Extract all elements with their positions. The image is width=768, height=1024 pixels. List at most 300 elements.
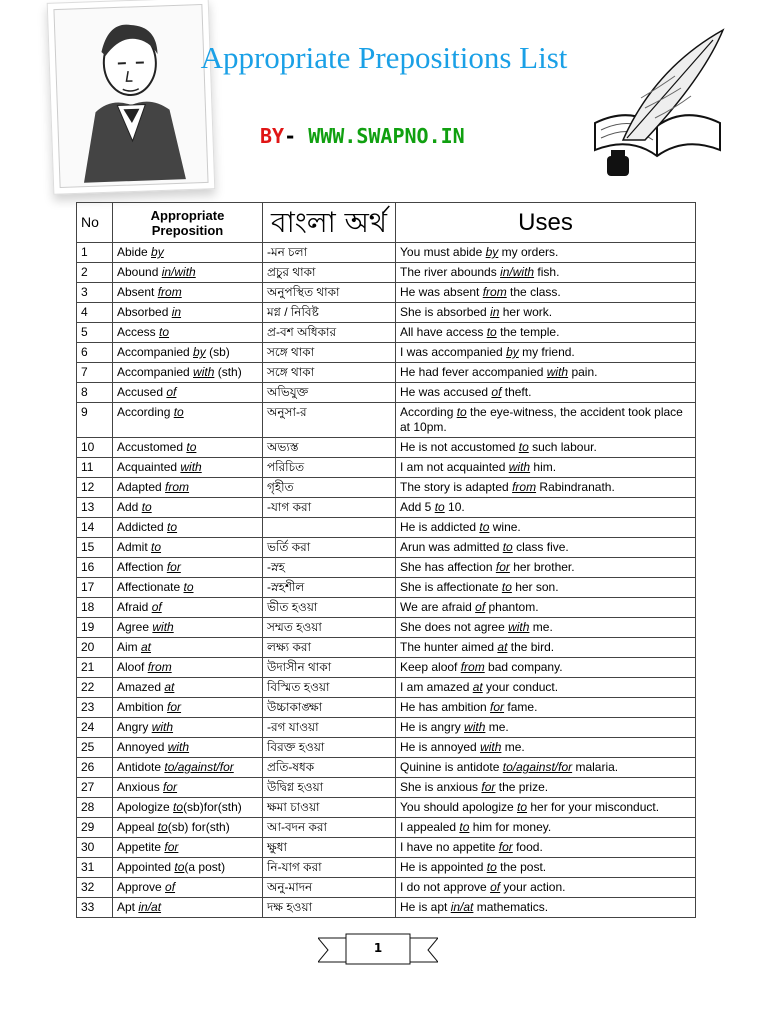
preposition-cell — [113, 363, 263, 383]
row-number: 22 — [77, 678, 113, 698]
preposition: in/at — [138, 900, 162, 914]
preposition-cell — [113, 303, 263, 323]
usage-pre: The river abounds — [400, 265, 501, 279]
table-row — [77, 778, 696, 798]
usage-post: the prize. — [495, 780, 549, 794]
preposition-cell — [113, 898, 263, 918]
usage-post: mathematics. — [473, 900, 549, 914]
usage-preposition: to — [501, 580, 512, 594]
word: Anxious — [117, 780, 164, 794]
row-number: 31 — [77, 858, 113, 878]
preposition: at — [141, 640, 152, 654]
usage-post: malaria. — [572, 760, 619, 774]
table-row — [77, 578, 696, 598]
word-suffix: (a post) — [184, 860, 226, 874]
usage-example — [396, 403, 696, 438]
table-row — [77, 263, 696, 283]
word: Affection — [117, 560, 167, 574]
usage-preposition: at — [472, 680, 483, 694]
word: Appointed — [117, 860, 175, 874]
row-number: 33 — [77, 898, 113, 918]
table-row — [77, 558, 696, 578]
word: Aloof — [117, 660, 148, 674]
bengali-meaning: প্র-বশ অধিকার — [263, 323, 396, 343]
usage-pre: He is appointed — [400, 860, 487, 874]
row-number: 13 — [77, 498, 113, 518]
bengali-meaning: আ-বদন করা — [263, 818, 396, 838]
table-row — [77, 458, 696, 478]
table-row — [77, 343, 696, 363]
row-number: 27 — [77, 778, 113, 798]
usage-example — [396, 263, 696, 283]
preposition: to — [141, 500, 152, 514]
usage-post: me. — [501, 740, 525, 754]
page-title: Appropriate Prepositions List — [200, 40, 568, 75]
usage-pre: You must abide — [400, 245, 486, 259]
usage-post: the bird. — [507, 640, 555, 654]
usage-preposition: to — [518, 440, 529, 454]
word: Approve — [117, 880, 166, 894]
preposition: with — [193, 365, 215, 379]
preposition-cell — [113, 263, 263, 283]
usage-pre: He was accused — [400, 385, 492, 399]
usage-pre: She does not agree — [400, 620, 509, 634]
bengali-meaning: সঙ্গে থাকা — [263, 343, 396, 363]
bengali-meaning: উদাসীন থাকা — [263, 658, 396, 678]
usage-post: bad company. — [484, 660, 563, 674]
row-number: 28 — [77, 798, 113, 818]
usage-example — [396, 518, 696, 538]
usage-example — [396, 778, 696, 798]
bengali-meaning: প্রচুর থাকা — [263, 263, 396, 283]
usage-preposition: of — [490, 880, 501, 894]
row-number: 16 — [77, 558, 113, 578]
word: Add — [117, 500, 142, 514]
usage-post: her work. — [499, 305, 553, 319]
usage-post: phantom. — [485, 600, 539, 614]
bengali-meaning: বিরক্ত হওয়া — [263, 738, 396, 758]
word: Addicted — [117, 520, 168, 534]
preposition: to — [151, 540, 162, 554]
usage-preposition: with — [480, 740, 502, 754]
preposition-cell — [113, 858, 263, 878]
word: Accompanied — [117, 345, 194, 359]
bengali-meaning: সঙ্গে থাকা — [263, 363, 396, 383]
usage-example — [396, 698, 696, 718]
table-row — [77, 438, 696, 458]
preposition: to — [173, 405, 184, 419]
usage-pre: The hunter aimed — [400, 640, 498, 654]
usage-pre: I appealed — [400, 820, 460, 834]
usage-post: such labour. — [528, 440, 597, 454]
table-row — [77, 518, 696, 538]
usage-post: the class. — [506, 285, 561, 299]
preposition: for — [164, 840, 179, 854]
word: Affectionate — [117, 580, 184, 594]
usage-example — [396, 598, 696, 618]
usage-preposition: from — [482, 285, 507, 299]
word-suffix: (sb)for(sth) — [183, 800, 242, 814]
header-preposition: Appropriate Preposition — [113, 203, 263, 243]
usage-example — [396, 838, 696, 858]
preposition-cell — [113, 738, 263, 758]
preposition-cell — [113, 638, 263, 658]
usage-post: 10. — [444, 500, 465, 514]
row-number: 5 — [77, 323, 113, 343]
preposition: with — [152, 620, 174, 634]
table-row — [77, 598, 696, 618]
preposition: with — [167, 740, 190, 754]
usage-preposition: in/with — [500, 265, 535, 279]
table-row — [77, 638, 696, 658]
usage-preposition: at — [497, 640, 508, 654]
preposition-cell — [113, 878, 263, 898]
usage-pre: I was accompanied — [400, 345, 507, 359]
bengali-meaning: অনু-মাদন — [263, 878, 396, 898]
word: Aim — [117, 640, 141, 654]
usage-example — [396, 498, 696, 518]
word: Abide — [117, 245, 152, 259]
preposition: for — [166, 560, 181, 574]
usage-preposition: for — [481, 780, 496, 794]
table-row — [77, 658, 696, 678]
table-row — [77, 498, 696, 518]
bengali-meaning: দক্ষ হওয়া — [263, 898, 396, 918]
preposition: from — [157, 285, 182, 299]
bengali-meaning: গৃহীত — [263, 478, 396, 498]
usage-example — [396, 618, 696, 638]
bengali-meaning: লক্ষ্য করা — [263, 638, 396, 658]
usage-pre: The story is adapted — [400, 480, 513, 494]
row-number: 3 — [77, 283, 113, 303]
preposition: for — [163, 780, 178, 794]
table-row — [77, 878, 696, 898]
usage-post: fame. — [504, 700, 538, 714]
preposition-cell — [113, 558, 263, 578]
usage-post: food. — [512, 840, 543, 854]
prepositions-table — [76, 202, 696, 918]
table-row — [77, 303, 696, 323]
preposition: from — [147, 660, 172, 674]
usage-example — [396, 558, 696, 578]
preposition: from — [165, 480, 190, 494]
usage-example — [396, 858, 696, 878]
preposition-cell — [113, 243, 263, 263]
preposition: of — [166, 385, 177, 399]
usage-example — [396, 478, 696, 498]
usage-preposition: to — [486, 325, 497, 339]
usage-pre: She is affectionate — [400, 580, 502, 594]
row-number: 25 — [77, 738, 113, 758]
bengali-meaning: ক্ষমা চাওয়া — [263, 798, 396, 818]
usage-preposition: to — [517, 800, 528, 814]
usage-preposition: to — [486, 860, 497, 874]
usage-example — [396, 458, 696, 478]
bengali-meaning: ভর্তি করা — [263, 538, 396, 558]
usage-preposition: in — [490, 305, 500, 319]
usage-preposition: with — [546, 365, 569, 379]
byline-by: BY — [260, 124, 285, 148]
usage-example — [396, 538, 696, 558]
row-number: 6 — [77, 343, 113, 363]
usage-pre: He is addicted — [400, 520, 480, 534]
usage-pre: Add 5 — [400, 500, 435, 514]
table-row — [77, 738, 696, 758]
table-row — [77, 383, 696, 403]
preposition: to — [157, 820, 168, 834]
preposition: with — [180, 460, 202, 474]
usage-pre: You should apologize — [400, 800, 517, 814]
preposition: with — [151, 720, 174, 734]
byline-site: WWW.SWAPNO.IN — [308, 124, 465, 148]
bengali-meaning: প্রতি-ষধক — [263, 758, 396, 778]
preposition-cell — [113, 478, 263, 498]
preposition-cell — [113, 458, 263, 478]
usage-preposition: to — [456, 405, 467, 419]
row-number: 24 — [77, 718, 113, 738]
table-row — [77, 838, 696, 858]
word: Ambition — [117, 700, 168, 714]
table-row — [77, 758, 696, 778]
table-row — [77, 618, 696, 638]
preposition-cell — [113, 718, 263, 738]
word: Access — [117, 325, 160, 339]
row-number: 12 — [77, 478, 113, 498]
preposition: for — [167, 700, 182, 714]
preposition: in — [171, 305, 182, 319]
table-row — [77, 698, 696, 718]
row-number: 18 — [77, 598, 113, 618]
usage-example — [396, 678, 696, 698]
preposition-cell — [113, 658, 263, 678]
preposition: to — [159, 325, 170, 339]
word: Amazed — [117, 680, 165, 694]
usage-example — [396, 343, 696, 363]
usage-pre: He was absent — [400, 285, 483, 299]
table-row — [77, 858, 696, 878]
page-number-ribbon — [318, 930, 438, 970]
usage-preposition: for — [490, 700, 505, 714]
usage-example — [396, 243, 696, 263]
word: Absorbed — [117, 305, 172, 319]
usage-pre: She is anxious — [400, 780, 482, 794]
word: Accompanied — [117, 365, 194, 379]
row-number: 14 — [77, 518, 113, 538]
preposition-cell — [113, 383, 263, 403]
usage-post: the eye-witness, the accident took place at 10pm. — [400, 405, 683, 434]
table-row — [77, 323, 696, 343]
usage-pre: He is angry — [400, 720, 465, 734]
bengali-meaning: অভ্যস্ত — [263, 438, 396, 458]
bengali-meaning: অনুসা-র — [263, 403, 396, 438]
usage-preposition: from — [460, 660, 485, 674]
row-number: 9 — [77, 403, 113, 438]
byline — [260, 124, 465, 148]
word: According — [117, 405, 174, 419]
word: Antidote — [117, 760, 165, 774]
usage-post: him. — [530, 460, 557, 474]
usage-post: class five. — [512, 540, 569, 554]
word: Annoyed — [117, 740, 168, 754]
usage-pre: She is absorbed — [400, 305, 491, 319]
usage-preposition: to — [502, 540, 513, 554]
preposition: to — [183, 580, 194, 594]
preposition: by — [193, 345, 206, 359]
usage-pre: According — [400, 405, 457, 419]
preposition-cell — [113, 838, 263, 858]
bengali-meaning: মগ্ন / নিবিষ্ট — [263, 303, 396, 323]
row-number: 10 — [77, 438, 113, 458]
table-row — [77, 898, 696, 918]
bengali-meaning: -স্নহশীল — [263, 578, 396, 598]
usage-post: the post. — [496, 860, 547, 874]
usage-post: her son. — [511, 580, 559, 594]
usage-preposition: for — [498, 840, 513, 854]
usage-example — [396, 303, 696, 323]
usage-preposition: from — [512, 480, 537, 494]
row-number: 21 — [77, 658, 113, 678]
bengali-meaning: বিস্মিত হওয়া — [263, 678, 396, 698]
word: Absent — [117, 285, 158, 299]
usage-preposition: for — [495, 560, 510, 574]
table-row — [77, 243, 696, 263]
usage-example — [396, 658, 696, 678]
word-suffix: (sb) for(sth) — [167, 820, 230, 834]
table-row — [77, 818, 696, 838]
usage-post: my orders. — [498, 245, 559, 259]
preposition-cell — [113, 818, 263, 838]
page-number: 1 — [373, 941, 383, 955]
author-portrait-image — [47, 0, 216, 195]
preposition-cell — [113, 598, 263, 618]
preposition: to — [167, 520, 178, 534]
bengali-meaning: -মন চলা — [263, 243, 396, 263]
usage-pre: She has affection — [400, 560, 496, 574]
word: Appeal — [117, 820, 158, 834]
preposition-cell — [113, 678, 263, 698]
usage-post: your conduct. — [482, 680, 559, 694]
preposition: to/against/for — [164, 760, 234, 774]
word: Accused — [117, 385, 167, 399]
usage-pre: All have access — [400, 325, 487, 339]
row-number: 17 — [77, 578, 113, 598]
usage-preposition: with — [508, 460, 531, 474]
row-number: 19 — [77, 618, 113, 638]
bengali-meaning: নি-যাগ করা — [263, 858, 396, 878]
word-suffix: (sth) — [214, 365, 242, 379]
usage-post: him for money. — [469, 820, 552, 834]
table-header-row — [77, 203, 696, 243]
row-number: 23 — [77, 698, 113, 718]
word: Agree — [117, 620, 153, 634]
usage-preposition: to — [459, 820, 470, 834]
row-number: 8 — [77, 383, 113, 403]
row-number: 20 — [77, 638, 113, 658]
usage-post: your action. — [500, 880, 566, 894]
header-no: No — [77, 203, 113, 243]
usage-pre: I do not approve — [400, 880, 491, 894]
word-suffix: (sb) — [205, 345, 230, 359]
usage-pre: He had fever accompanied — [400, 365, 547, 379]
preposition: to — [186, 440, 197, 454]
preposition-cell — [113, 778, 263, 798]
usage-pre: He is apt — [400, 900, 451, 914]
usage-preposition: to — [479, 520, 490, 534]
preposition-cell — [113, 618, 263, 638]
row-number: 11 — [77, 458, 113, 478]
usage-pre: We are afraid — [400, 600, 476, 614]
usage-post: my friend. — [518, 345, 575, 359]
header-bengali-meaning: বাংলা অর্থ — [263, 203, 396, 243]
word: Appetite — [117, 840, 165, 854]
usage-post: Rabindranath. — [536, 480, 615, 494]
usage-example — [396, 878, 696, 898]
preposition: of — [165, 880, 176, 894]
table-row — [77, 478, 696, 498]
row-number: 29 — [77, 818, 113, 838]
usage-preposition: in/at — [450, 900, 474, 914]
usage-example — [396, 898, 696, 918]
table-row — [77, 538, 696, 558]
usage-example — [396, 738, 696, 758]
word: Admit — [117, 540, 152, 554]
word: Abound — [117, 265, 162, 279]
preposition-cell — [113, 758, 263, 778]
preposition: in/with — [161, 265, 196, 279]
usage-example — [396, 798, 696, 818]
bengali-meaning: ভীত হওয়া — [263, 598, 396, 618]
row-number: 26 — [77, 758, 113, 778]
usage-example — [396, 283, 696, 303]
usage-example — [396, 323, 696, 343]
usage-example — [396, 363, 696, 383]
usage-pre: He is not accustomed — [400, 440, 519, 454]
word: Apt — [117, 900, 139, 914]
usage-example — [396, 718, 696, 738]
preposition-cell — [113, 283, 263, 303]
row-number: 1 — [77, 243, 113, 263]
preposition: to — [174, 860, 185, 874]
bengali-meaning: -যাগ করা — [263, 498, 396, 518]
usage-pre: I am not acquainted — [400, 460, 509, 474]
table-row — [77, 283, 696, 303]
preposition: of — [151, 600, 162, 614]
bengali-meaning: উদ্বিগ্ন হওয়া — [263, 778, 396, 798]
row-number: 15 — [77, 538, 113, 558]
usage-post: the temple. — [496, 325, 560, 339]
preposition-cell — [113, 403, 263, 438]
usage-preposition: with — [464, 720, 486, 734]
usage-pre: He is annoyed — [400, 740, 481, 754]
usage-post: pain. — [568, 365, 598, 379]
preposition-cell — [113, 698, 263, 718]
usage-preposition: by — [485, 245, 499, 259]
bengali-meaning — [263, 518, 396, 538]
word: Acquainted — [117, 460, 181, 474]
preposition: at — [164, 680, 175, 694]
byline-dash: - — [284, 124, 309, 148]
word: Angry — [117, 720, 152, 734]
usage-example — [396, 638, 696, 658]
row-number: 2 — [77, 263, 113, 283]
usage-preposition: of — [491, 385, 502, 399]
preposition-cell — [113, 343, 263, 363]
bengali-meaning: ক্ষুধা — [263, 838, 396, 858]
usage-pre: He has ambition — [400, 700, 491, 714]
table-row — [77, 678, 696, 698]
usage-example — [396, 438, 696, 458]
header-uses: Uses — [396, 203, 696, 243]
